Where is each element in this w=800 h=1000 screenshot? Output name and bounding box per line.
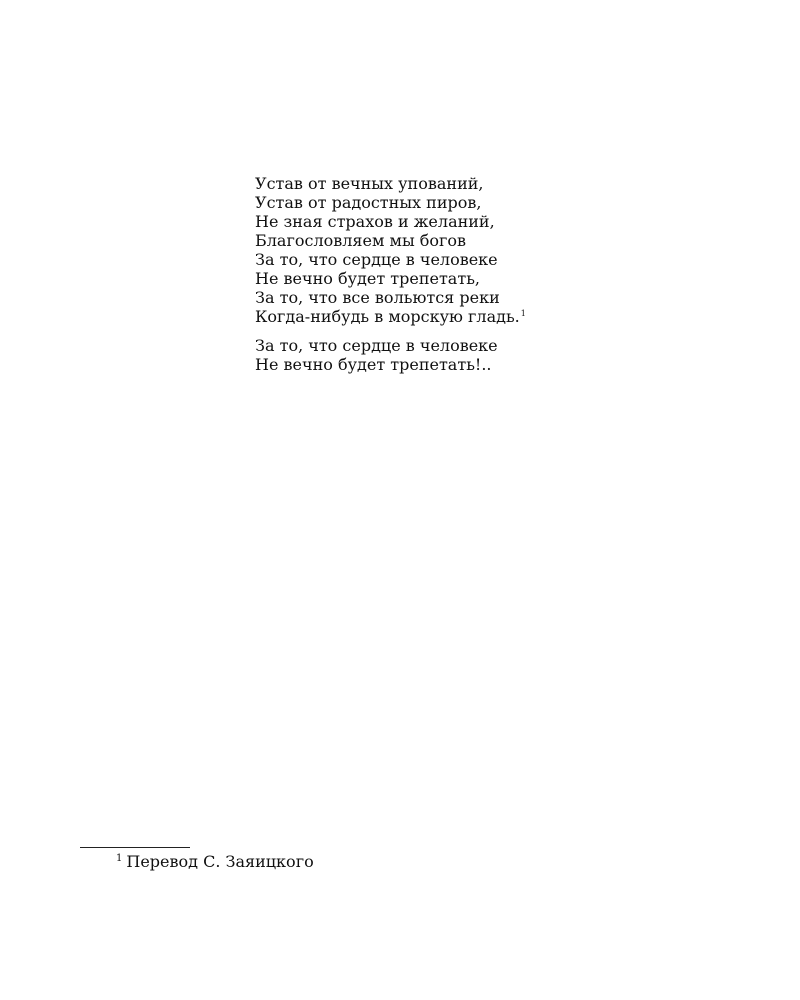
poem [255, 174, 675, 374]
poem-line: Не вечно будет трепетать, [255, 269, 480, 288]
poem-line: Устав от радостных пиров, [255, 193, 482, 212]
poem-line: За то, что сердце в человеке [255, 336, 498, 355]
poem-line-text: Когда-нибудь в морскую гладь. [255, 307, 520, 326]
stanza-2 [255, 336, 675, 374]
poem-line: Не зная страхов и желаний, [255, 212, 495, 231]
poem-line: Не вечно будет трепетать!.. [255, 355, 492, 374]
poem-line: За то, что сердце в человеке [255, 250, 498, 269]
poem-line: За то, что все вольются реки [255, 288, 500, 307]
footnote-mark: 1 [116, 852, 123, 864]
footnote-text: Перевод С. Заяицкого [126, 852, 314, 871]
poem-line: Благословляем мы богов [255, 231, 467, 250]
stanza-1 [255, 174, 675, 326]
footnote-reference[interactable]: 1 [520, 308, 526, 318]
footnote [116, 852, 314, 871]
footnote-divider [80, 847, 190, 848]
poem-line: Устав от вечных упований, [255, 174, 484, 193]
poem-line-with-footnote [255, 307, 675, 326]
